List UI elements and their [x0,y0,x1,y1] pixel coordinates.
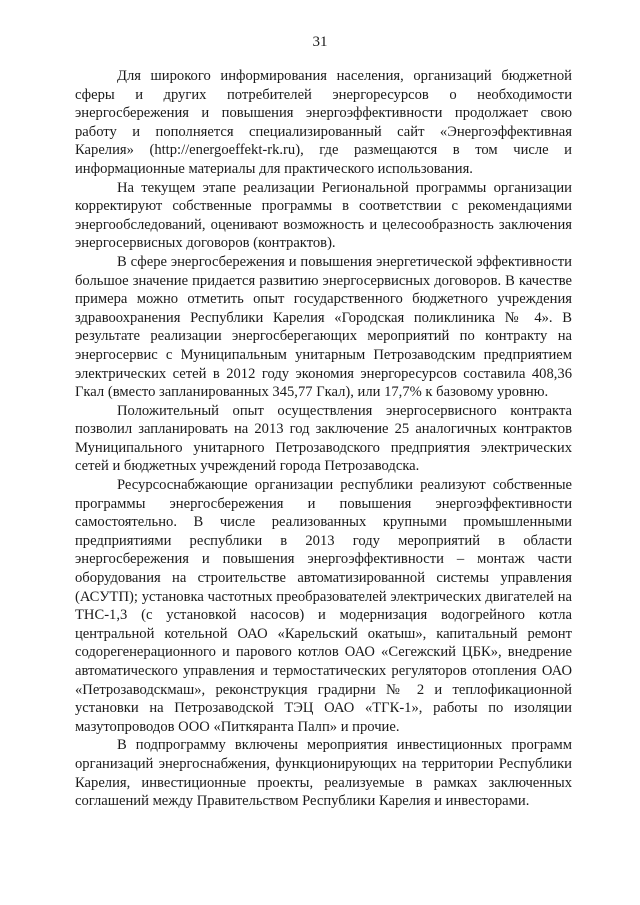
paragraph-public-information: Для широкого информирования населения, организаций бюджетной сферы и других потребителей энергоресурсов о необходимости энергосбережения и повышения энергоэффективности продолжает свою работу и пополняется специализированный сайт «Энергоэффективная Карелия» (http://energoeffekt-rk.ru), где размещаются в том числе и информационные материалы для практического использования. [75,68,572,177]
paragraph-energy-service-contracts: В сфере энергосбережения и повышения энергетической эффективности большое значение придается развитию энергосервисных договоров. В качестве примера можно отметить опыт государственного бюджетного учреждения здравоохранения Республики Карелия «Городская поликлиника № 4». В результате реализации энергосберегающих мероприятий по контракту на энергосервис с Муниципальным унитарным Петрозаводским предприятием электрических сетей в 2012 году экономия энергоресурсов составила 408,36 Гкал (вместо запланированных 345,77 Гкал), или 17,7% к базовому уровню. [75,253,572,401]
paragraph-positive-experience: Положительный опыт осуществления энергосервисного контракта позволил запланировать на 2013 год заключение 25 аналогичных контрактов Муниципального унитарного Петрозаводского предприятия электрических сетей и бюджетных учреждений города Петрозаводска. [75,402,572,475]
page-number: 31 [312,34,328,50]
paragraph-subprogram-investments: В подпрограмму включены мероприятия инвестиционных программ организаций энергоснабжения, функционирующих на территории Республики Карелия, инвестиционные проекты, реализуемые в рамках заключенных соглашений между Правительством Республики Карелия и инвесторами. [75,737,572,810]
paragraph-current-stage: На текущем этапе реализации Региональной программы организации корректируют собственные программы в соответствии с рекомендациями энергообследований, оценивают возможность и целесообразность заключения энергосервисных договоров (контрактов). [75,179,572,252]
paragraph-resource-supply-organizations: Ресурсоснабжающие организации республики реализуют собственные программы энергосбережения и повышения энергоэффективности самостоятельно. В числе реализованных крупными промышленными предприятиями республики в 2013 году мероприятий в области энергосбережения и повышения энергоэффективности – монтаж части оборудования на строительстве автоматизированной системы управления (АСУТП); установка частотных преобразователей электрических двигателей на ТНС-1,3 (с установкой насосов) и модернизация водогрейного котла центральной котельной ОАО «Карельский окатыш», капитальный ремонт содорегенерационного и парового котлов ОАО «Сегежский ЦБК», внедрение автоматического управления и термостатических регуляторов отопления ОАО «Петрозаводскмаш», реконструкция градирни № 2 и теплофикационной установки на Петрозаводской ТЭЦ ОАО «ТГК-1», работы по изоляции мазутопроводов ООО «Питкяранта Палп» и прочие. [75,477,572,735]
document-body [75,67,572,811]
